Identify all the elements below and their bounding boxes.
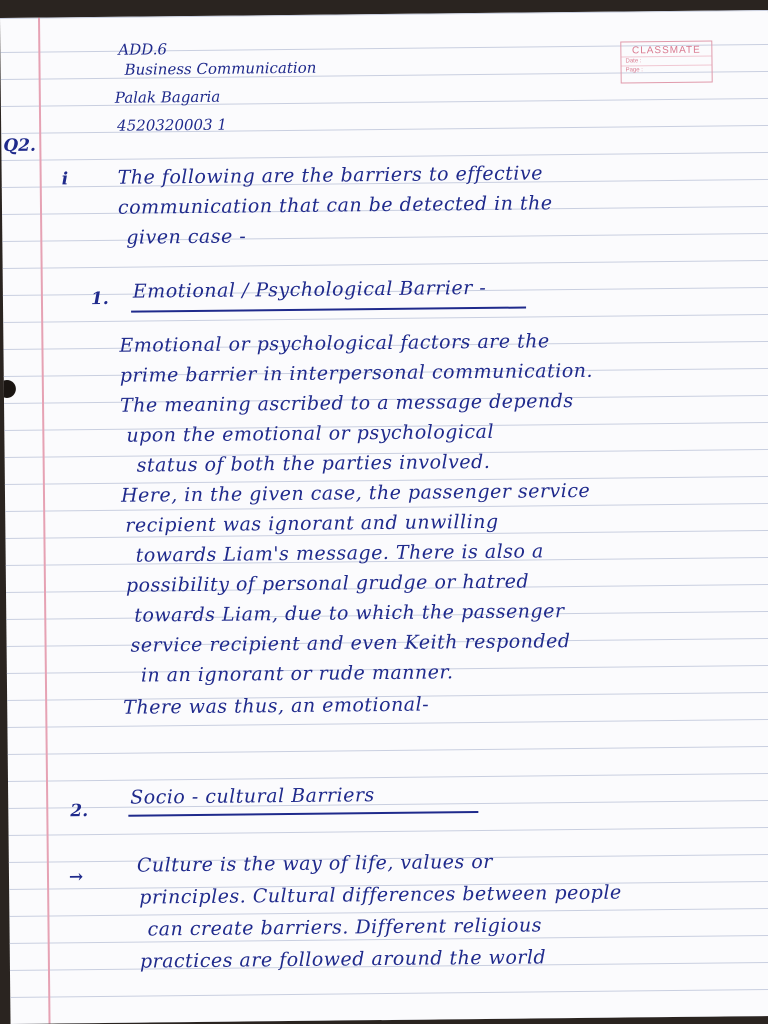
intro-line: given case - xyxy=(126,225,247,249)
section-1-line: prime barrier in interpersonal communication. xyxy=(119,359,594,387)
section-1-line: Here, in the given case, the passenger service xyxy=(120,479,591,507)
section-2-heading: Socio - cultural Barriers xyxy=(130,784,375,809)
section-1-underline xyxy=(131,307,526,313)
assignment-code: ADD.6 xyxy=(118,40,168,59)
section-1-line: in an ignorant or rude manner. xyxy=(140,661,454,687)
section-1-line: There was thus, an emotional- xyxy=(123,693,430,719)
section-1-marker: 1. xyxy=(90,288,109,310)
subject: Business Communication xyxy=(124,58,317,79)
brand-date-label: Date : xyxy=(621,56,711,66)
intro-line: communication that can be detected in the xyxy=(117,192,553,219)
margin-line xyxy=(38,18,51,1024)
brand-page-label: Page : xyxy=(622,65,712,75)
intro-line: The following are the barriers to effective xyxy=(117,162,544,189)
arrow-marker: → xyxy=(68,867,84,888)
part-marker: i xyxy=(61,169,69,190)
section-1-line: towards Liam's message. There is also a xyxy=(135,540,544,567)
section-1-line: upon the emotional or psychological xyxy=(126,420,495,447)
section-2-line: Culture is the way of life, values or xyxy=(136,850,493,877)
section-1-heading: Emotional / Psychological Barrier - xyxy=(132,276,487,303)
section-1-line: towards Liam, due to which the passenger xyxy=(134,600,565,627)
section-1-line: Emotional or psychological factors are the xyxy=(119,330,550,357)
question-number: Q2. xyxy=(3,135,37,156)
section-1-line: service recipient and even Keith responded xyxy=(130,630,571,657)
section-1-line: recipient was ignorant and unwilling xyxy=(125,510,499,537)
section-2-underline xyxy=(128,811,478,817)
section-1-line: status of both the parties involved. xyxy=(136,450,491,477)
section-1-line: possibility of personal grudge or hatred xyxy=(125,570,530,597)
punch-hole xyxy=(0,380,16,398)
section-2-line: can create barriers. Different religious xyxy=(147,914,543,941)
roll-number: 4520320003 1 xyxy=(117,115,227,135)
section-2-line: principles. Cultural differences between people xyxy=(139,881,622,909)
brand-box xyxy=(620,41,712,84)
section-2-line: practices are followed around the world xyxy=(139,946,547,973)
section-2-marker: 2. xyxy=(70,801,89,822)
section-1-line: The meaning ascribed to a message depends xyxy=(119,390,574,417)
notebook-page xyxy=(0,10,768,1024)
student-name: Palak Bagaria xyxy=(114,87,221,107)
brand-name: CLASSMATE xyxy=(631,44,701,57)
